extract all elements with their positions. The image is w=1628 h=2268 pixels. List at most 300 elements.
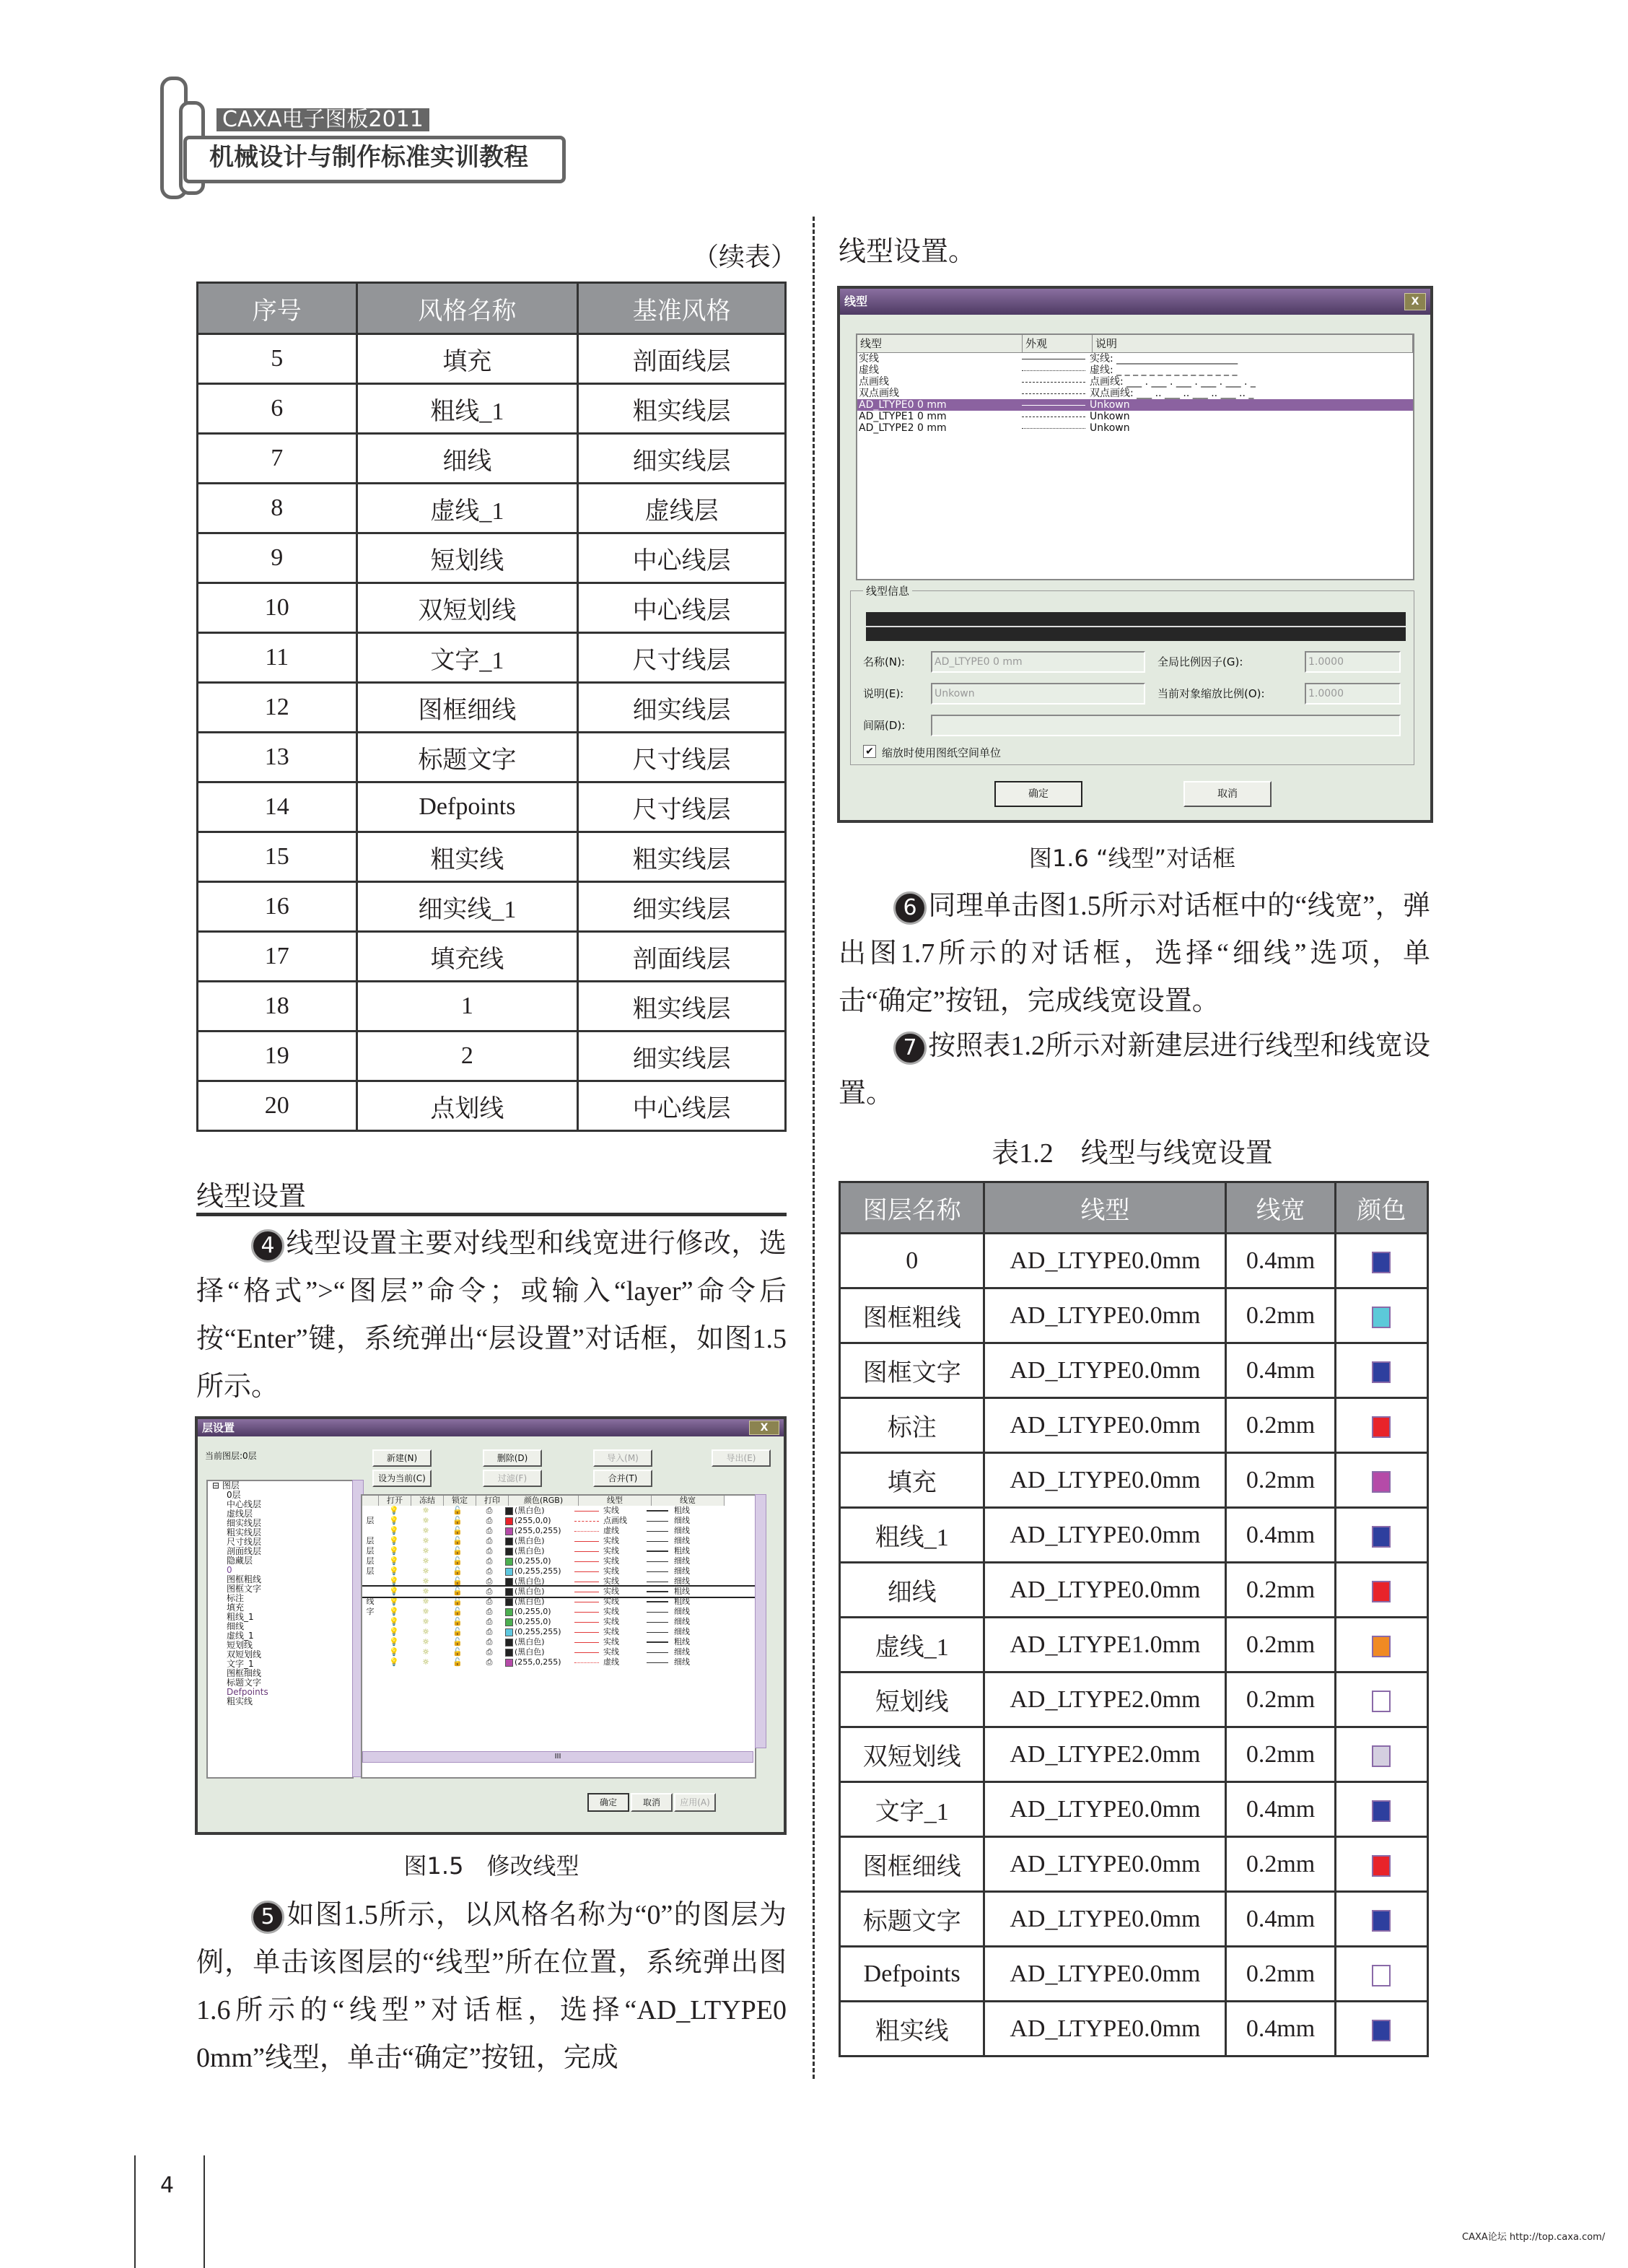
table-cell: 虚线层 bbox=[578, 484, 786, 533]
layer-color[interactable] bbox=[505, 1657, 574, 1667]
layer-lineweight[interactable] bbox=[647, 1566, 719, 1576]
lineweight-value: 细线 bbox=[674, 1536, 690, 1545]
lock-icon[interactable]: 🔓 bbox=[452, 1607, 463, 1616]
layer-linetype[interactable] bbox=[574, 1516, 647, 1526]
lock-icon[interactable]: 🔓 bbox=[452, 1536, 463, 1545]
layer-name: 层 bbox=[366, 1516, 375, 1525]
export-button[interactable]: 导出(E) bbox=[712, 1449, 771, 1467]
sun-icon[interactable]: ☼ bbox=[422, 1546, 429, 1556]
grid-column-header[interactable]: 线宽 bbox=[652, 1496, 725, 1506]
color-cell bbox=[1335, 1672, 1427, 1727]
object-scale-label: 当前对象缩放比例(O): bbox=[1157, 687, 1265, 700]
layer-linetype[interactable] bbox=[574, 1647, 647, 1657]
layer-linetype[interactable] bbox=[574, 1607, 647, 1617]
linetype-row[interactable] bbox=[857, 365, 1413, 376]
lineweight-value: 粗线 bbox=[674, 1506, 690, 1515]
table-cell: 1 bbox=[356, 982, 578, 1031]
layer-lineweight[interactable] bbox=[647, 1657, 719, 1667]
layer-lineweight[interactable] bbox=[647, 1556, 719, 1566]
filter-button[interactable]: 过滤(F) bbox=[483, 1470, 542, 1487]
linetype-row[interactable] bbox=[857, 388, 1413, 399]
sun-icon[interactable]: ☼ bbox=[422, 1607, 429, 1616]
sun-icon[interactable]: ☼ bbox=[422, 1627, 429, 1636]
printer-icon[interactable]: ⎙ bbox=[486, 1526, 493, 1535]
layer-row[interactable] bbox=[362, 1556, 755, 1566]
bulb-icon[interactable]: 💡 bbox=[389, 1546, 399, 1556]
linetype-row[interactable] bbox=[857, 422, 1413, 434]
color-value: (黑白色) bbox=[515, 1546, 545, 1556]
layer-row[interactable] bbox=[362, 1597, 755, 1607]
bulb-icon[interactable]: 💡 bbox=[389, 1566, 399, 1576]
gap-field[interactable] bbox=[931, 715, 1401, 736]
layer-color[interactable] bbox=[505, 1627, 574, 1637]
tree-item[interactable]: 标题文字 bbox=[227, 1678, 262, 1688]
table-cell: 粗实线层 bbox=[578, 982, 786, 1031]
linetype-sample-line bbox=[574, 1642, 599, 1643]
layer-color[interactable] bbox=[505, 1637, 574, 1647]
column-divider bbox=[813, 217, 815, 2079]
step-5-paragraph bbox=[196, 1891, 787, 2082]
lineweight-sample-line bbox=[647, 1550, 668, 1552]
lock-icon[interactable]: 🔓 bbox=[452, 1647, 463, 1657]
bulb-icon[interactable]: 💡 bbox=[389, 1637, 399, 1647]
cancel-button[interactable]: 取消 bbox=[631, 1793, 673, 1812]
color-swatch bbox=[505, 1578, 513, 1586]
table-row bbox=[840, 1837, 1428, 1892]
layer-color[interactable] bbox=[505, 1587, 574, 1597]
cancel-button[interactable]: 取消 bbox=[1183, 781, 1272, 807]
layer-linetype[interactable] bbox=[574, 1597, 647, 1607]
color-cell bbox=[1335, 1343, 1427, 1398]
layer-lineweight[interactable] bbox=[647, 1617, 719, 1627]
new-layer-button[interactable]: 新建(N) bbox=[372, 1449, 432, 1467]
name-field[interactable]: AD_LTYPE0 0 mm bbox=[931, 651, 1145, 673]
lock-icon[interactable]: 🔓 bbox=[452, 1556, 463, 1566]
header-badge: CAXA电子图板2011 bbox=[216, 108, 429, 131]
layer-color[interactable] bbox=[505, 1566, 574, 1576]
tree-item[interactable]: 剖面线层 bbox=[227, 1546, 262, 1556]
table-cell: AD_LTYPE0.0mm bbox=[984, 2002, 1226, 2057]
table-cell: 0.2mm bbox=[1226, 1727, 1335, 1782]
tree-item[interactable]: 隐藏层 bbox=[227, 1556, 253, 1566]
printer-icon[interactable]: ⎙ bbox=[486, 1556, 493, 1566]
layer-linetype[interactable] bbox=[574, 1576, 647, 1587]
section-rule bbox=[196, 1213, 787, 1216]
table-row bbox=[840, 1947, 1428, 2002]
sun-icon[interactable]: ☼ bbox=[422, 1506, 429, 1515]
linetype-name: 实线 bbox=[859, 353, 879, 365]
printer-icon[interactable]: ⎙ bbox=[486, 1647, 493, 1657]
linetype-value: 虚线 bbox=[603, 1657, 619, 1667]
lock-icon[interactable]: 🔓 bbox=[452, 1516, 463, 1525]
table-cell: AD_LTYPE2.0mm bbox=[984, 1672, 1226, 1727]
lock-icon[interactable]: 🔓 bbox=[452, 1576, 463, 1586]
table-cell: 剖面线层 bbox=[578, 932, 786, 982]
tree-item[interactable]: 粗实线层 bbox=[227, 1527, 262, 1538]
layer-color[interactable] bbox=[505, 1556, 574, 1566]
grid-column-header[interactable]: 冻结 bbox=[411, 1496, 444, 1506]
grid-column-header[interactable]: 锁定 bbox=[444, 1496, 476, 1506]
set-current-button[interactable]: 设为当前(C) bbox=[372, 1470, 432, 1487]
layer-row[interactable] bbox=[362, 1657, 755, 1667]
lineweight-sample-line bbox=[647, 1591, 668, 1592]
layer-color[interactable] bbox=[505, 1607, 574, 1617]
sun-icon[interactable]: ☼ bbox=[422, 1617, 429, 1626]
layer-grid bbox=[361, 1494, 756, 1779]
color-swatch bbox=[505, 1618, 513, 1626]
table-cell: AD_LTYPE0.0mm bbox=[984, 1398, 1226, 1453]
lock-icon[interactable]: 🔓 bbox=[452, 1637, 463, 1647]
table-cell: 0.4mm bbox=[1226, 1782, 1335, 1837]
gap-label: 间隔(D): bbox=[863, 719, 906, 732]
tree-item[interactable]: 尺寸线层 bbox=[227, 1537, 262, 1547]
linetype-preview bbox=[866, 612, 1406, 641]
grid-column-header[interactable]: 打印 bbox=[476, 1496, 509, 1506]
bulb-icon[interactable]: 💡 bbox=[389, 1576, 399, 1586]
lock-icon[interactable]: 🔓 bbox=[452, 1566, 463, 1576]
layer-color[interactable] bbox=[505, 1576, 574, 1587]
layer-row[interactable] bbox=[362, 1576, 755, 1587]
linetype-name: AD_LTYPE0 0 mm bbox=[859, 399, 947, 411]
sun-icon[interactable]: ☼ bbox=[422, 1526, 429, 1535]
layer-color[interactable] bbox=[505, 1536, 574, 1546]
paper-space-checkbox-label: 缩放时使用图纸空间单位 bbox=[882, 746, 1002, 759]
layer-lineweight[interactable] bbox=[647, 1637, 719, 1647]
sun-icon[interactable]: ☼ bbox=[422, 1566, 429, 1576]
object-scale-field[interactable]: 1.0000 bbox=[1305, 683, 1401, 705]
current-layer-label: 当前图层:0层 bbox=[205, 1451, 257, 1461]
column-header-appearance[interactable]: 外观 bbox=[1023, 335, 1093, 352]
table-cell: 中心线层 bbox=[578, 583, 786, 633]
lineweight-sample-line bbox=[647, 1622, 668, 1623]
linetype-row[interactable] bbox=[857, 399, 1413, 411]
lineweight-sample-line bbox=[647, 1601, 668, 1602]
color-value: (黑白色) bbox=[515, 1587, 545, 1596]
linetype-row[interactable] bbox=[857, 411, 1413, 422]
linetype-appearance bbox=[1020, 376, 1088, 388]
layer-linetype[interactable] bbox=[574, 1566, 647, 1576]
sun-icon[interactable]: ☼ bbox=[422, 1657, 429, 1667]
table-cell: 图框文字 bbox=[840, 1343, 984, 1398]
layer-color[interactable] bbox=[505, 1526, 574, 1536]
lock-icon[interactable]: 🔓 bbox=[452, 1617, 463, 1626]
linetype-value: 实线 bbox=[603, 1536, 619, 1545]
tree-item[interactable]: 填充 bbox=[227, 1602, 245, 1613]
layer-name: 层 bbox=[366, 1556, 375, 1566]
page-number: 4 bbox=[160, 2173, 175, 2198]
linetype-sample-line bbox=[574, 1521, 599, 1522]
lineweight-value: 细线 bbox=[674, 1576, 690, 1586]
table-cell: 虚线_1 bbox=[840, 1618, 984, 1672]
printer-icon[interactable]: ⎙ bbox=[486, 1536, 493, 1545]
color-swatch bbox=[505, 1598, 513, 1606]
color-swatch bbox=[505, 1608, 513, 1616]
table-cell: AD_LTYPE0.0mm bbox=[984, 1508, 1226, 1563]
tree-item[interactable]: 0 bbox=[227, 1565, 232, 1575]
table-cell: 粗实线层 bbox=[578, 832, 786, 882]
layer-linetype[interactable] bbox=[574, 1506, 647, 1516]
layer-row[interactable] bbox=[362, 1526, 755, 1536]
printer-icon[interactable]: ⎙ bbox=[486, 1627, 493, 1636]
layer-linetype[interactable] bbox=[574, 1617, 647, 1627]
bulb-icon[interactable]: 💡 bbox=[389, 1556, 399, 1566]
table-cell: 标题文字 bbox=[356, 733, 578, 782]
lineweight-value: 细线 bbox=[674, 1566, 690, 1576]
dialog-titlebar bbox=[840, 289, 1430, 315]
bulb-icon[interactable]: 💡 bbox=[389, 1627, 399, 1636]
step-7-text: 按照表1.2所示对新建层进行线型和线宽设置。 bbox=[839, 1031, 1430, 1109]
merge-button[interactable]: 合并(T) bbox=[593, 1470, 652, 1487]
sun-icon[interactable]: ☼ bbox=[422, 1536, 429, 1545]
layer-lineweight[interactable] bbox=[647, 1506, 719, 1516]
tree-item[interactable]: 粗线_1 bbox=[227, 1612, 254, 1622]
bulb-icon[interactable]: 💡 bbox=[389, 1506, 399, 1515]
bulb-icon[interactable]: 💡 bbox=[389, 1647, 399, 1657]
linetype-value: 实线 bbox=[603, 1556, 619, 1566]
lineweight-sample-line bbox=[647, 1561, 668, 1562]
close-button[interactable]: X bbox=[1404, 293, 1426, 310]
grid-column-header[interactable]: 线型 bbox=[579, 1496, 652, 1506]
color-swatch bbox=[505, 1639, 513, 1647]
sun-icon[interactable]: ☼ bbox=[422, 1597, 429, 1606]
close-button[interactable]: X bbox=[749, 1421, 779, 1435]
bulb-icon[interactable]: 💡 bbox=[389, 1587, 399, 1596]
table-cell: Defpoints bbox=[840, 1947, 984, 2002]
linetype-description: Unkown bbox=[1090, 411, 1130, 422]
description-field[interactable]: Unkown bbox=[931, 683, 1145, 705]
import-button[interactable]: 导入(M) bbox=[593, 1449, 652, 1467]
layer-row[interactable] bbox=[362, 1637, 755, 1647]
table-cell: 16 bbox=[198, 882, 357, 932]
bulb-icon[interactable]: 💡 bbox=[389, 1536, 399, 1545]
ok-button[interactable]: 确定 bbox=[994, 781, 1082, 807]
table-cell: 短划线 bbox=[840, 1672, 984, 1727]
lock-icon[interactable]: 🔓 bbox=[452, 1587, 463, 1596]
layer-color[interactable] bbox=[505, 1617, 574, 1627]
table-cell: 细线 bbox=[356, 434, 578, 484]
layer-color[interactable] bbox=[505, 1506, 574, 1516]
tree-item[interactable]: 中心线层 bbox=[227, 1499, 262, 1509]
linetype-description: 实线: ________________________ bbox=[1090, 353, 1238, 365]
apply-button[interactable]: 应用(A) bbox=[674, 1793, 716, 1812]
table-cell: 图框细线 bbox=[356, 683, 578, 733]
sun-icon[interactable]: ☼ bbox=[422, 1576, 429, 1586]
layer-linetype[interactable] bbox=[574, 1657, 647, 1667]
layer-lineweight[interactable] bbox=[647, 1526, 719, 1536]
linetype-value: 点画线 bbox=[603, 1516, 627, 1525]
layer-lineweight[interactable] bbox=[647, 1607, 719, 1617]
sun-icon[interactable]: ☼ bbox=[422, 1647, 429, 1657]
dialog-title: 线型 bbox=[844, 295, 868, 308]
table-cell: 2 bbox=[356, 1031, 578, 1081]
lock-icon[interactable]: 🔓 bbox=[452, 1627, 463, 1636]
linetype-name: 虚线 bbox=[859, 365, 879, 376]
layer-lineweight[interactable] bbox=[647, 1576, 719, 1587]
bulb-icon[interactable]: 💡 bbox=[389, 1526, 399, 1535]
table-row bbox=[840, 1727, 1428, 1782]
tree-item[interactable]: 细线 bbox=[227, 1621, 245, 1631]
layer-settings-dialog bbox=[195, 1416, 787, 1835]
tree-item[interactable]: 短划线 bbox=[227, 1640, 253, 1650]
grid-column-header[interactable] bbox=[362, 1496, 379, 1506]
grid-column-header[interactable]: 打开 bbox=[379, 1496, 411, 1506]
layer-row[interactable] bbox=[362, 1546, 755, 1556]
layer-linetype[interactable] bbox=[574, 1587, 647, 1597]
name-label: 名称(N): bbox=[863, 655, 905, 668]
tree-item[interactable]: 图框细线 bbox=[227, 1668, 262, 1678]
color-cell bbox=[1335, 1618, 1427, 1672]
tree-item[interactable]: 图框粗线 bbox=[227, 1574, 262, 1584]
linetype-name: AD_LTYPE1 0 mm bbox=[859, 411, 947, 422]
bulb-icon[interactable]: 💡 bbox=[389, 1607, 399, 1616]
layer-row[interactable] bbox=[362, 1506, 755, 1516]
layer-name bbox=[362, 1617, 378, 1627]
table-row bbox=[198, 683, 786, 733]
printer-icon[interactable]: ⎙ bbox=[486, 1637, 493, 1647]
printer-icon[interactable]: ⎙ bbox=[486, 1516, 493, 1525]
color-value: (黑白色) bbox=[515, 1536, 545, 1545]
layer-linetype[interactable] bbox=[574, 1556, 647, 1566]
table-cell: AD_LTYPE0.0mm bbox=[984, 1563, 1226, 1618]
color-swatch bbox=[505, 1659, 513, 1667]
lineweight-value: 细线 bbox=[674, 1657, 690, 1667]
color-swatch bbox=[1372, 1745, 1391, 1767]
grid-column-header[interactable]: 颜色(RGB) bbox=[509, 1496, 579, 1506]
layer-lineweight[interactable] bbox=[647, 1516, 719, 1526]
printer-icon[interactable]: ⎙ bbox=[486, 1657, 493, 1667]
sun-icon[interactable]: ☼ bbox=[422, 1587, 429, 1596]
layer-lineweight[interactable] bbox=[647, 1597, 719, 1607]
layer-color[interactable] bbox=[505, 1597, 574, 1607]
tree-item[interactable]: 文字_1 bbox=[227, 1659, 254, 1669]
color-swatch bbox=[1372, 1910, 1391, 1932]
tree-item[interactable]: 虚线_1 bbox=[227, 1631, 254, 1641]
layer-lineweight[interactable] bbox=[647, 1647, 719, 1657]
layer-linetype[interactable] bbox=[574, 1546, 647, 1556]
delete-layer-button[interactable]: 删除(D) bbox=[483, 1449, 542, 1467]
linetype-dialog bbox=[837, 286, 1433, 823]
layer-color[interactable] bbox=[505, 1516, 574, 1526]
linetype-value: 实线 bbox=[603, 1566, 619, 1576]
layer-row[interactable] bbox=[362, 1617, 755, 1627]
table-cell: 细实线层 bbox=[578, 683, 786, 733]
printer-icon[interactable]: ⎙ bbox=[486, 1546, 493, 1556]
column-header-linetype[interactable]: 线型 bbox=[857, 335, 1023, 352]
layer-lineweight[interactable] bbox=[647, 1536, 719, 1546]
printer-icon[interactable]: ⎙ bbox=[486, 1587, 493, 1596]
table-row bbox=[198, 334, 786, 384]
table-cell: 15 bbox=[198, 832, 357, 882]
table-row bbox=[198, 384, 786, 434]
printer-icon[interactable]: ⎙ bbox=[486, 1617, 493, 1626]
linetype-row[interactable] bbox=[857, 376, 1413, 388]
sun-icon[interactable]: ☼ bbox=[422, 1516, 429, 1525]
table-row bbox=[840, 2002, 1428, 2057]
layer-lineweight[interactable] bbox=[647, 1587, 719, 1597]
lineweight-sample-line bbox=[647, 1641, 668, 1643]
tree-item[interactable]: 双短划线 bbox=[227, 1649, 262, 1659]
lock-icon[interactable]: 🔓 bbox=[452, 1657, 463, 1667]
color-swatch bbox=[505, 1538, 513, 1545]
paper-space-checkbox[interactable]: ✔ bbox=[863, 745, 876, 758]
sun-icon[interactable]: ☼ bbox=[422, 1556, 429, 1566]
ok-button[interactable]: 确定 bbox=[587, 1793, 629, 1812]
lock-icon[interactable]: 🔓 bbox=[452, 1597, 463, 1606]
layer-color[interactable] bbox=[505, 1647, 574, 1657]
layer-row[interactable] bbox=[362, 1627, 755, 1637]
bulb-icon[interactable]: 💡 bbox=[389, 1617, 399, 1626]
tree-item[interactable]: 细实线层 bbox=[227, 1518, 262, 1528]
layer-color[interactable] bbox=[505, 1546, 574, 1556]
bulb-icon[interactable]: 💡 bbox=[389, 1657, 399, 1667]
layer-lineweight[interactable] bbox=[647, 1546, 719, 1556]
linetype-value: 实线 bbox=[603, 1637, 619, 1647]
table-cell: 粗实线 bbox=[840, 2002, 984, 2057]
layer-row[interactable] bbox=[362, 1587, 755, 1597]
lock-icon[interactable]: 🔓 bbox=[452, 1546, 463, 1556]
lineweight-value: 细线 bbox=[674, 1627, 690, 1636]
column-header-description[interactable]: 说明 bbox=[1093, 335, 1413, 352]
tree-item[interactable]: 粗实线 bbox=[227, 1696, 253, 1706]
printer-icon[interactable]: ⎙ bbox=[486, 1576, 493, 1586]
lock-icon[interactable]: 🔓 bbox=[452, 1526, 463, 1535]
printer-icon[interactable]: ⎙ bbox=[486, 1506, 493, 1515]
printer-icon[interactable]: ⎙ bbox=[486, 1607, 493, 1616]
layer-row[interactable] bbox=[362, 1516, 755, 1526]
layer-linetype[interactable] bbox=[574, 1637, 647, 1647]
color-value: (黑白色) bbox=[515, 1647, 545, 1657]
layer-grid-hscroll[interactable]: III bbox=[362, 1751, 753, 1763]
bulb-icon[interactable]: 💡 bbox=[389, 1597, 399, 1606]
table-cell: 13 bbox=[198, 733, 357, 782]
layer-name bbox=[362, 1576, 378, 1587]
printer-icon[interactable]: ⎙ bbox=[486, 1566, 493, 1576]
layer-name bbox=[362, 1647, 378, 1657]
layer-linetype[interactable] bbox=[574, 1526, 647, 1536]
table-cell: 细实线层 bbox=[578, 434, 786, 484]
linetype-sample-line bbox=[1022, 393, 1085, 394]
tree-item[interactable]: 虚线层 bbox=[227, 1509, 253, 1519]
table-cell: Defpoints bbox=[356, 782, 578, 832]
layer-lineweight[interactable] bbox=[647, 1627, 719, 1637]
lock-icon[interactable]: 🔓 bbox=[452, 1506, 463, 1515]
layer-row[interactable] bbox=[362, 1647, 755, 1657]
sun-icon[interactable]: ☼ bbox=[422, 1637, 429, 1647]
layer-tree[interactable] bbox=[206, 1480, 354, 1779]
tree-item[interactable]: 标注 bbox=[227, 1593, 245, 1603]
printer-icon[interactable]: ⎙ bbox=[486, 1597, 493, 1606]
bulb-icon[interactable]: 💡 bbox=[389, 1516, 399, 1525]
tree-item[interactable]: 图框文字 bbox=[227, 1584, 262, 1594]
layer-linetype[interactable] bbox=[574, 1627, 647, 1637]
linetype-sample-line bbox=[574, 1511, 599, 1512]
table-cell: 尺寸线层 bbox=[578, 733, 786, 782]
global-scale-field[interactable]: 1.0000 bbox=[1305, 651, 1401, 673]
layer-linetype[interactable] bbox=[574, 1536, 647, 1546]
layer-row[interactable] bbox=[362, 1536, 755, 1546]
tree-root[interactable]: ⊟ 图层 bbox=[212, 1480, 240, 1491]
layer-grid-vscroll[interactable] bbox=[755, 1494, 766, 1748]
linetype-row[interactable] bbox=[857, 353, 1413, 365]
layer-row[interactable] bbox=[362, 1607, 755, 1617]
table-cell: 双短划线 bbox=[356, 583, 578, 633]
table-cell: 17 bbox=[198, 932, 357, 982]
tree-item[interactable]: 0层 bbox=[227, 1490, 241, 1500]
layer-row[interactable] bbox=[362, 1566, 755, 1576]
tree-item[interactable]: Defpoints bbox=[227, 1687, 268, 1697]
lineweight-value: 细线 bbox=[674, 1607, 690, 1616]
linetype-sample-line bbox=[574, 1622, 599, 1623]
